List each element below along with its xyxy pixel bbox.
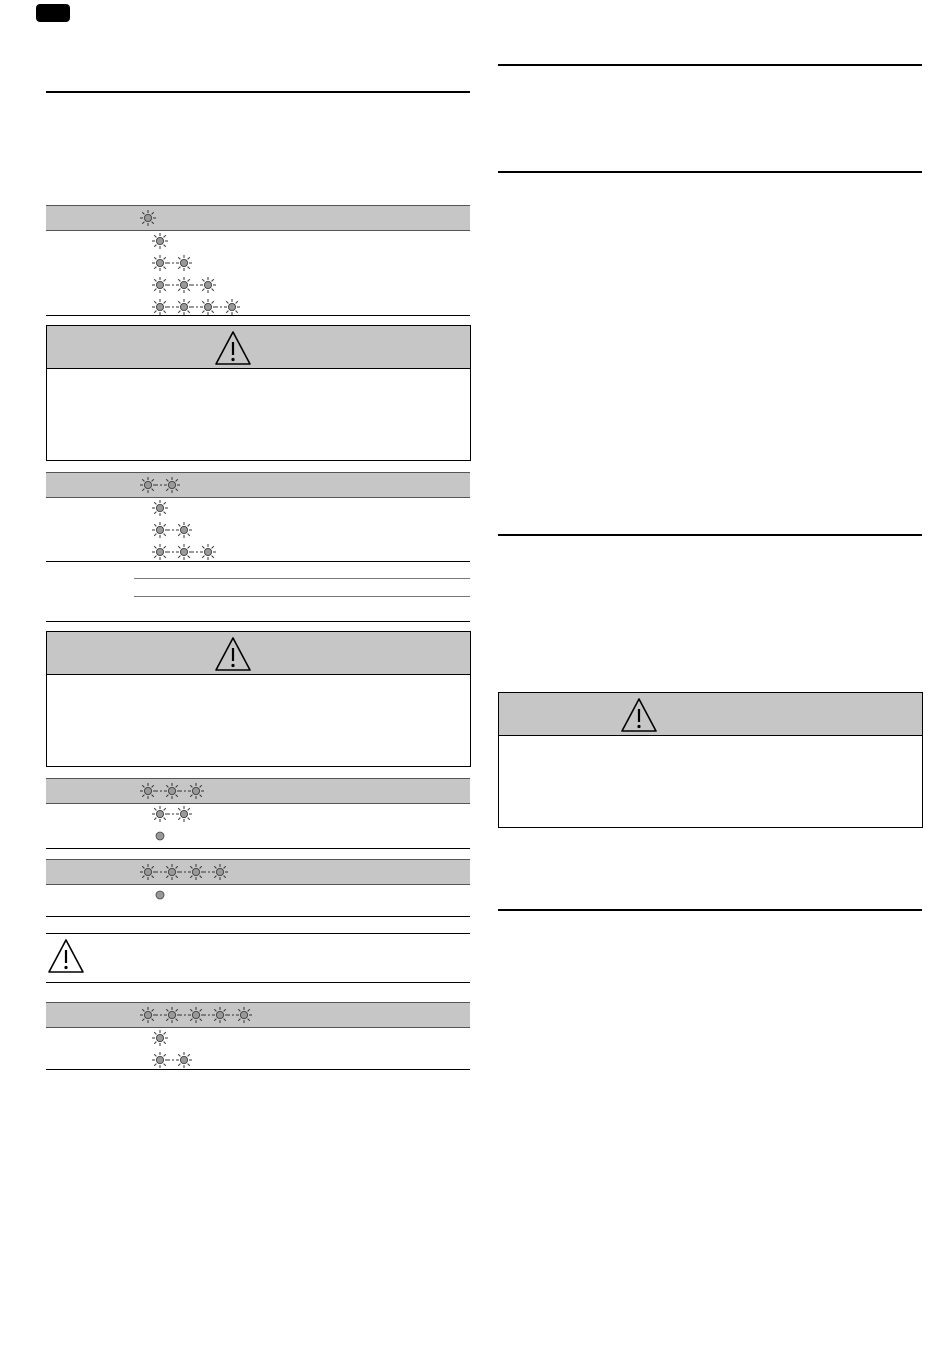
warning-header xyxy=(47,326,470,369)
blink-code-header-icon xyxy=(137,206,437,230)
blink-code-header-icon xyxy=(137,1003,437,1027)
blinking-led-icon xyxy=(152,1052,168,1068)
warning-triangle-icon xyxy=(215,636,253,674)
blinking-led-icon xyxy=(176,255,192,271)
blinking-led-icon xyxy=(164,1007,180,1023)
table-rule xyxy=(46,561,470,562)
blinking-led-icon xyxy=(152,522,168,538)
blinking-led-icon xyxy=(164,783,180,799)
blink-code-header-icon xyxy=(137,779,437,803)
blinking-led-icon xyxy=(152,1030,168,1046)
section-rule xyxy=(498,171,922,173)
warning-triangle-icon xyxy=(215,330,253,368)
blinking-led-icon xyxy=(152,544,168,560)
blinking-led-icon xyxy=(140,210,156,226)
warning-box xyxy=(46,325,471,461)
warning-box xyxy=(498,692,923,828)
blinking-led-icon xyxy=(212,1007,228,1023)
warning-triangle-icon xyxy=(48,938,86,976)
blinking-led-icon xyxy=(140,1007,156,1023)
blink-code-rows-icon xyxy=(137,499,437,569)
warning-triangle-icon xyxy=(621,697,659,735)
blinking-led-icon xyxy=(164,864,180,880)
table-rule xyxy=(46,1069,470,1070)
blinking-led-icon xyxy=(176,1052,192,1068)
blinking-led-icon xyxy=(200,299,216,315)
steady-led-icon xyxy=(156,891,164,899)
table-rule xyxy=(46,848,470,849)
blinking-led-icon xyxy=(164,477,180,493)
warning-box xyxy=(46,631,471,767)
blinking-led-icon xyxy=(176,299,192,315)
blinking-led-icon xyxy=(176,806,192,822)
table-rule xyxy=(46,982,470,983)
blink-code-header-icon xyxy=(137,473,437,497)
blinking-led-icon xyxy=(236,1007,252,1023)
blinking-led-icon xyxy=(188,864,204,880)
language-tab xyxy=(36,4,70,22)
blinking-led-icon xyxy=(152,299,168,315)
blinking-led-icon xyxy=(152,255,168,271)
blink-code-rows-icon xyxy=(137,805,437,851)
blinking-led-icon xyxy=(152,277,168,293)
blinking-led-icon xyxy=(140,783,156,799)
section-rule xyxy=(498,909,922,911)
table-rule xyxy=(134,596,470,597)
blinking-led-icon xyxy=(176,544,192,560)
blinking-led-icon xyxy=(188,783,204,799)
blinking-led-icon xyxy=(152,500,168,516)
table-rule xyxy=(134,578,470,579)
blinking-led-icon xyxy=(188,1007,204,1023)
section-rule xyxy=(498,64,922,66)
blink-code-rows-icon xyxy=(137,232,437,322)
blinking-led-icon xyxy=(176,522,192,538)
blinking-led-icon xyxy=(212,864,228,880)
section-rule xyxy=(46,91,470,93)
blink-code-header-icon xyxy=(137,860,437,884)
blinking-led-icon xyxy=(200,544,216,560)
blinking-led-icon xyxy=(140,477,156,493)
blinking-led-icon xyxy=(152,233,168,249)
section-rule xyxy=(498,534,922,536)
blinking-led-icon xyxy=(200,277,216,293)
blinking-led-icon xyxy=(140,864,156,880)
table-rule xyxy=(46,315,470,316)
blink-code-rows-icon xyxy=(137,886,437,910)
warning-header xyxy=(499,693,922,736)
blinking-led-icon xyxy=(152,806,168,822)
steady-led-icon xyxy=(156,832,164,840)
table-rule xyxy=(46,933,470,934)
blinking-led-icon xyxy=(176,277,192,293)
table-rule xyxy=(46,621,470,622)
warning-header xyxy=(47,632,470,675)
table-rule xyxy=(46,916,470,917)
blinking-led-icon xyxy=(224,299,240,315)
